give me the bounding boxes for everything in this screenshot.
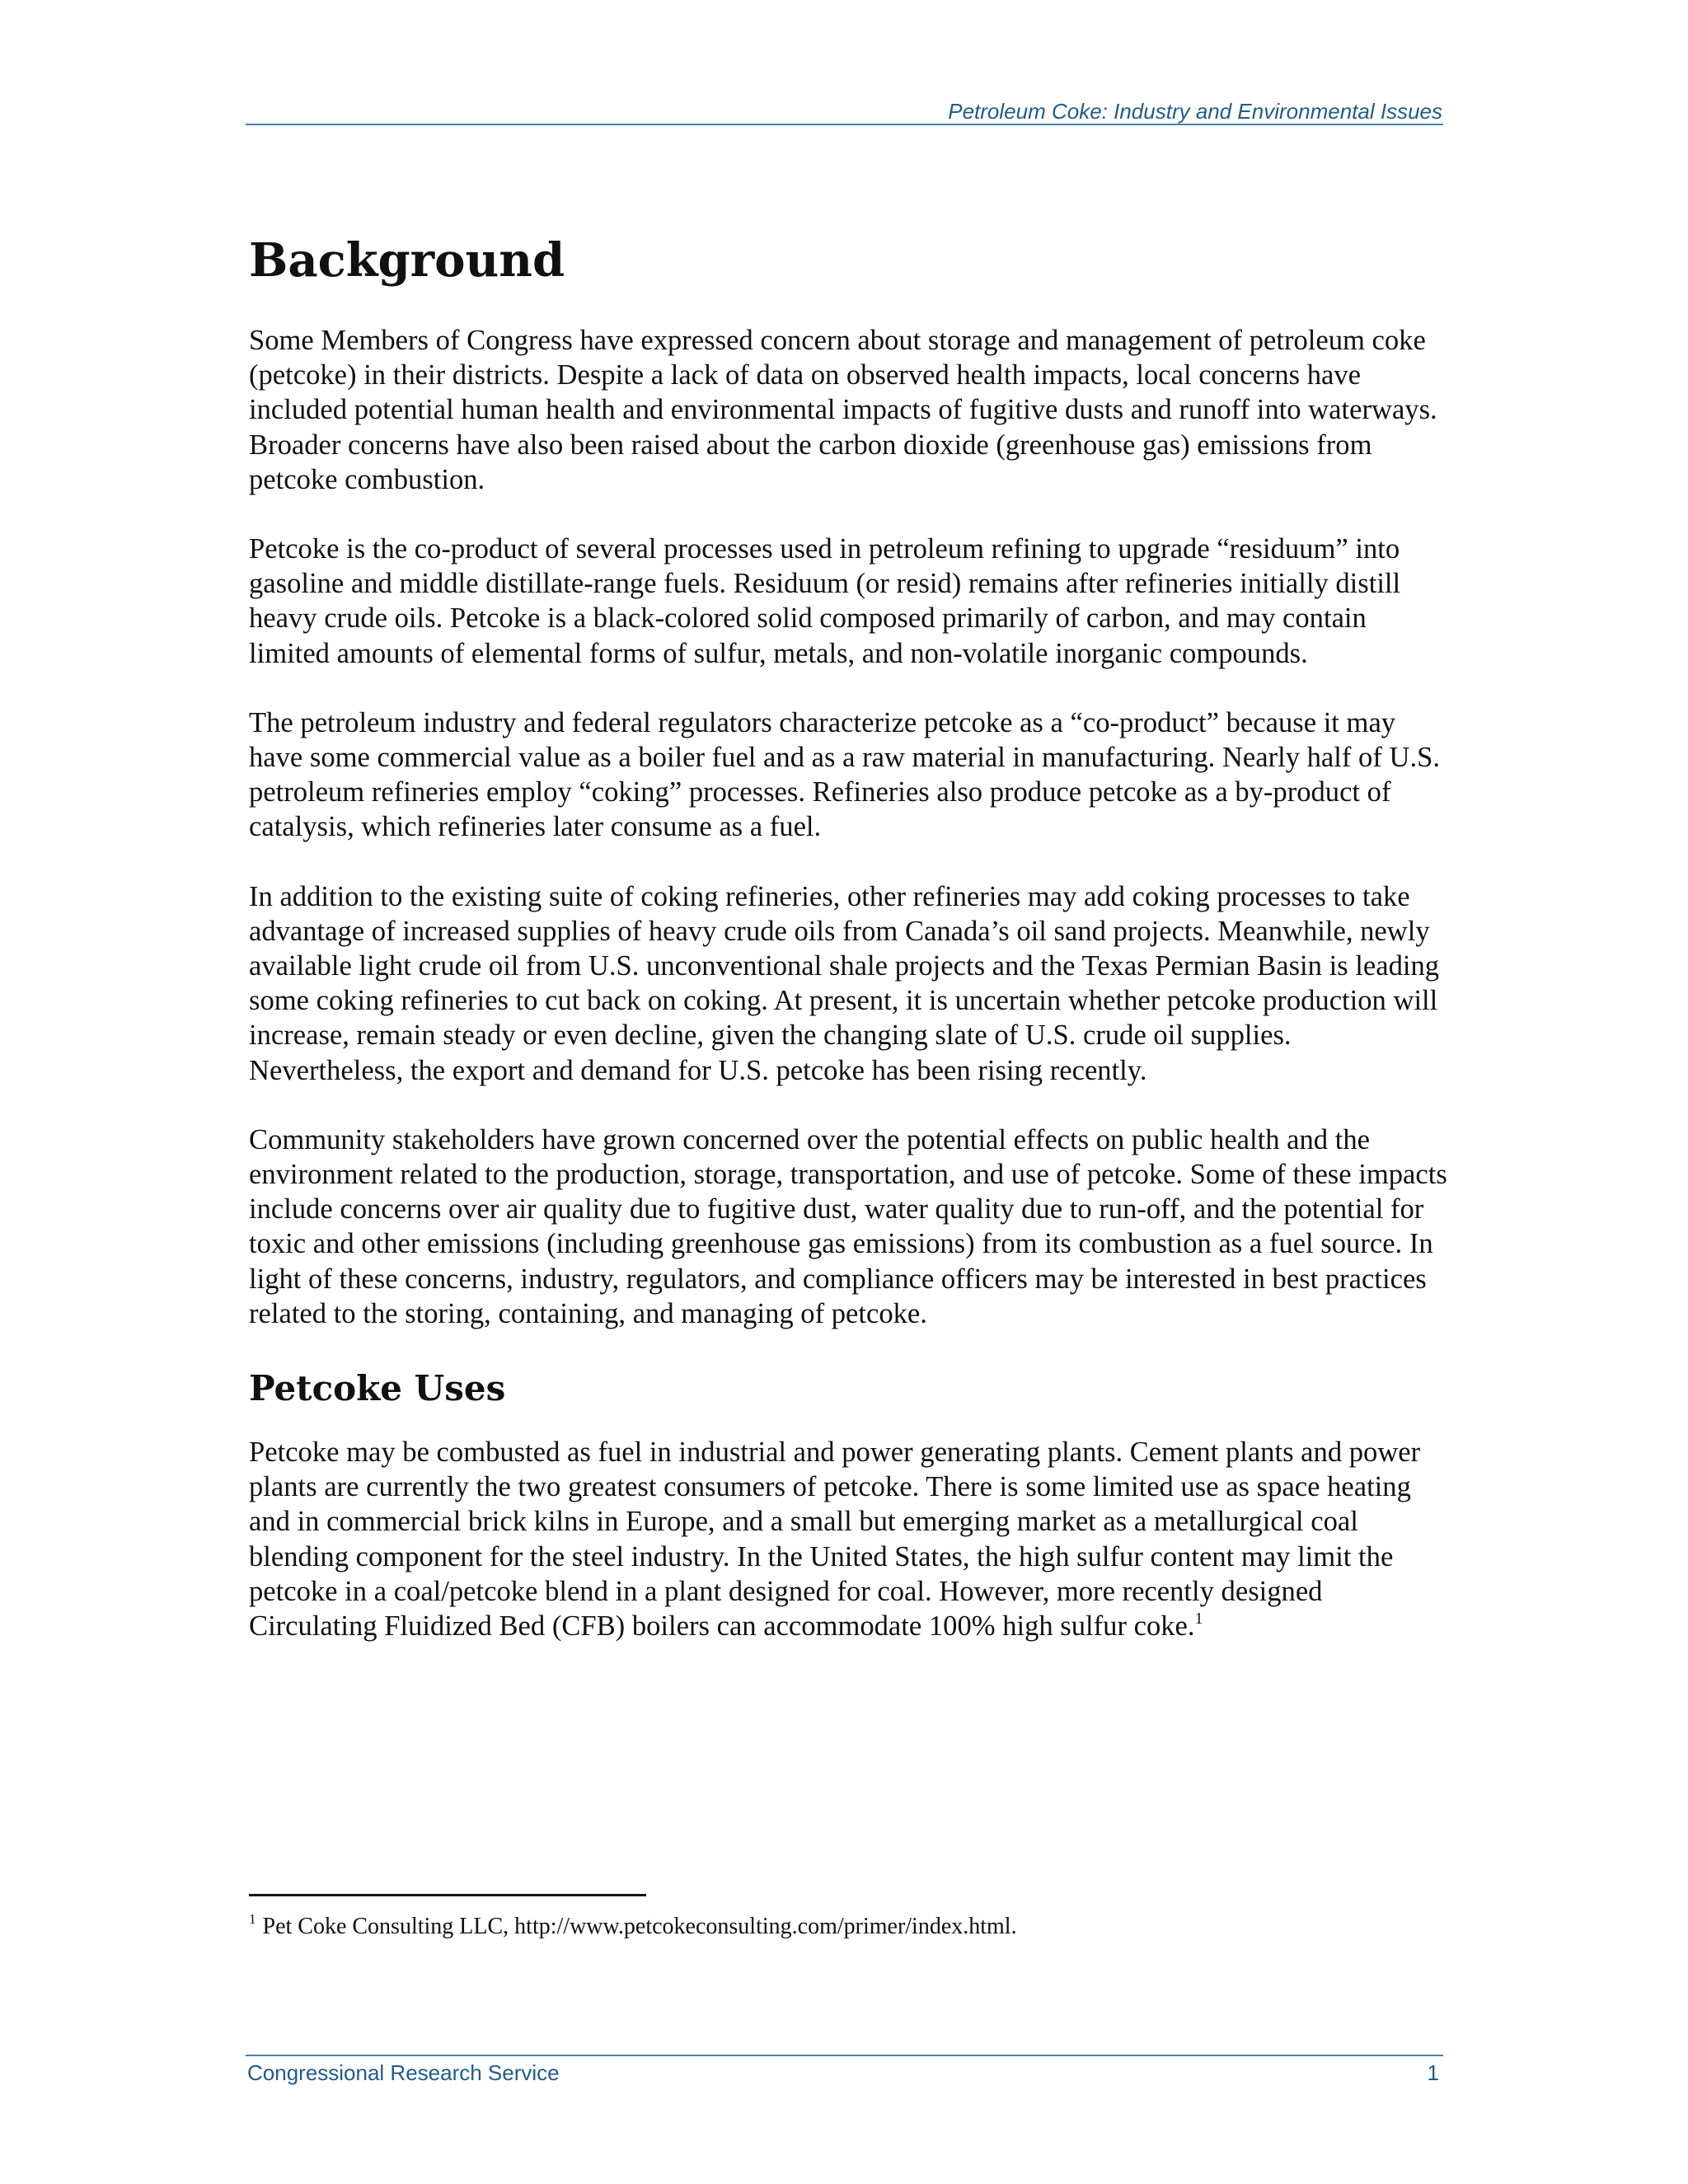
footnote-text: Pet Coke Consulting LLC, http://www.petcokeconsulting.com/primer/index.html.	[262, 1914, 1017, 1939]
section-heading-petcoke-uses: Petcoke Uses	[249, 1368, 506, 1409]
paragraph: The petroleum industry and federal regulators characterize petcoke as a “co-product” because it may have some commercial value as a boiler fuel and as a raw material in manufacturing. Nearly half of U.S. petroleum refineries employ “coking” processes. Refineries also produce petcoke as a by-product of catalysis, which refineries later consume as a fuel.	[249, 706, 1440, 843]
paragraph-text: Petcoke may be combusted as fuel in industrial and power generating plants. Cement plants and power plants are currently the two greatest consumers of petcoke. There is some limited use as space heating and in commercial brick kilns in Europe, and a small but emerging market as a metallurgical coal blending component for the steel industry. In the United States, the high sulfur content may limit the petcoke in a coal/petcoke blend in a plant designed for coal. However, more recently designed Circulating Fluidized Bed (CFB) boilers can accommodate 100% high sulfur coke.	[249, 1436, 1421, 1643]
main-content	[249, 231, 1448, 1643]
footnote-reference[interactable]: 1	[1194, 1610, 1203, 1629]
paragraph-petcoke-uses	[249, 1435, 1448, 1643]
page-number: 1	[1427, 2060, 1439, 2085]
paragraph: Community stakeholders have grown concerned over the potential effects on public health and the environment related to the production, storage, transportation, and use of petcoke. Some of these impacts include concerns over air quality due to fugitive dust, water quality due to run-off, and the potential for toxic and other emissions (including greenhouse gas emissions) from its combustion as a fuel source. In light of these concerns, industry, regulators, and compliance officers may be interested in best practices related to the storing, containing, and managing of petcoke.	[249, 1123, 1447, 1329]
footnote-divider	[249, 1894, 646, 1896]
paragraph: Some Members of Congress have expressed concern about storage and management of petroleum coke (petcoke) in their districts. Despite a lack of data on observed health impacts, local concerns have included potential human health and environmental impacts of fugitive dusts and runoff into waterways. Broader concerns have also been raised about the carbon dioxide (greenhouse gas) emissions from petcoke combustion.	[249, 325, 1437, 495]
footer-organization: Congressional Research Service	[247, 2060, 560, 2085]
paragraph: Petcoke is the co-product of several processes used in petroleum refining to upgrade “residuum” into gasoline and middle distillate-range fuels. Residuum (or resid) remains after refineries initially distill heavy crude oils. Petcoke is a black-colored solid composed primarily of carbon, and may contain limited amounts of elemental forms of sulfur, metals, and non-volatile inorganic compounds.	[249, 533, 1401, 669]
footer-divider	[246, 2055, 1443, 2056]
section-heading-background: Background	[249, 233, 565, 288]
footnote-marker: 1	[249, 1911, 256, 1927]
header-divider	[246, 124, 1443, 125]
footnote	[249, 1912, 1017, 1942]
paragraph: In addition to the existing suite of coking refineries, other refineries may add coking processes to take advantage of increased supplies of heavy crude oils from Canada’s oil sand projects. Meanwhile, newly available light crude oil from U.S. unconventional shale projects and the Texas Permian Basin is leading some coking refineries to cut back on coking. At present, it is uncertain whether petcoke production will increase, remain steady or even decline, given the changing slate of U.S. crude oil supplies. Nevertheless, the export and demand for U.S. petcoke has been rising recently.	[249, 880, 1440, 1086]
running-header-title: Petroleum Coke: Industry and Environmental Issues	[948, 99, 1442, 124]
